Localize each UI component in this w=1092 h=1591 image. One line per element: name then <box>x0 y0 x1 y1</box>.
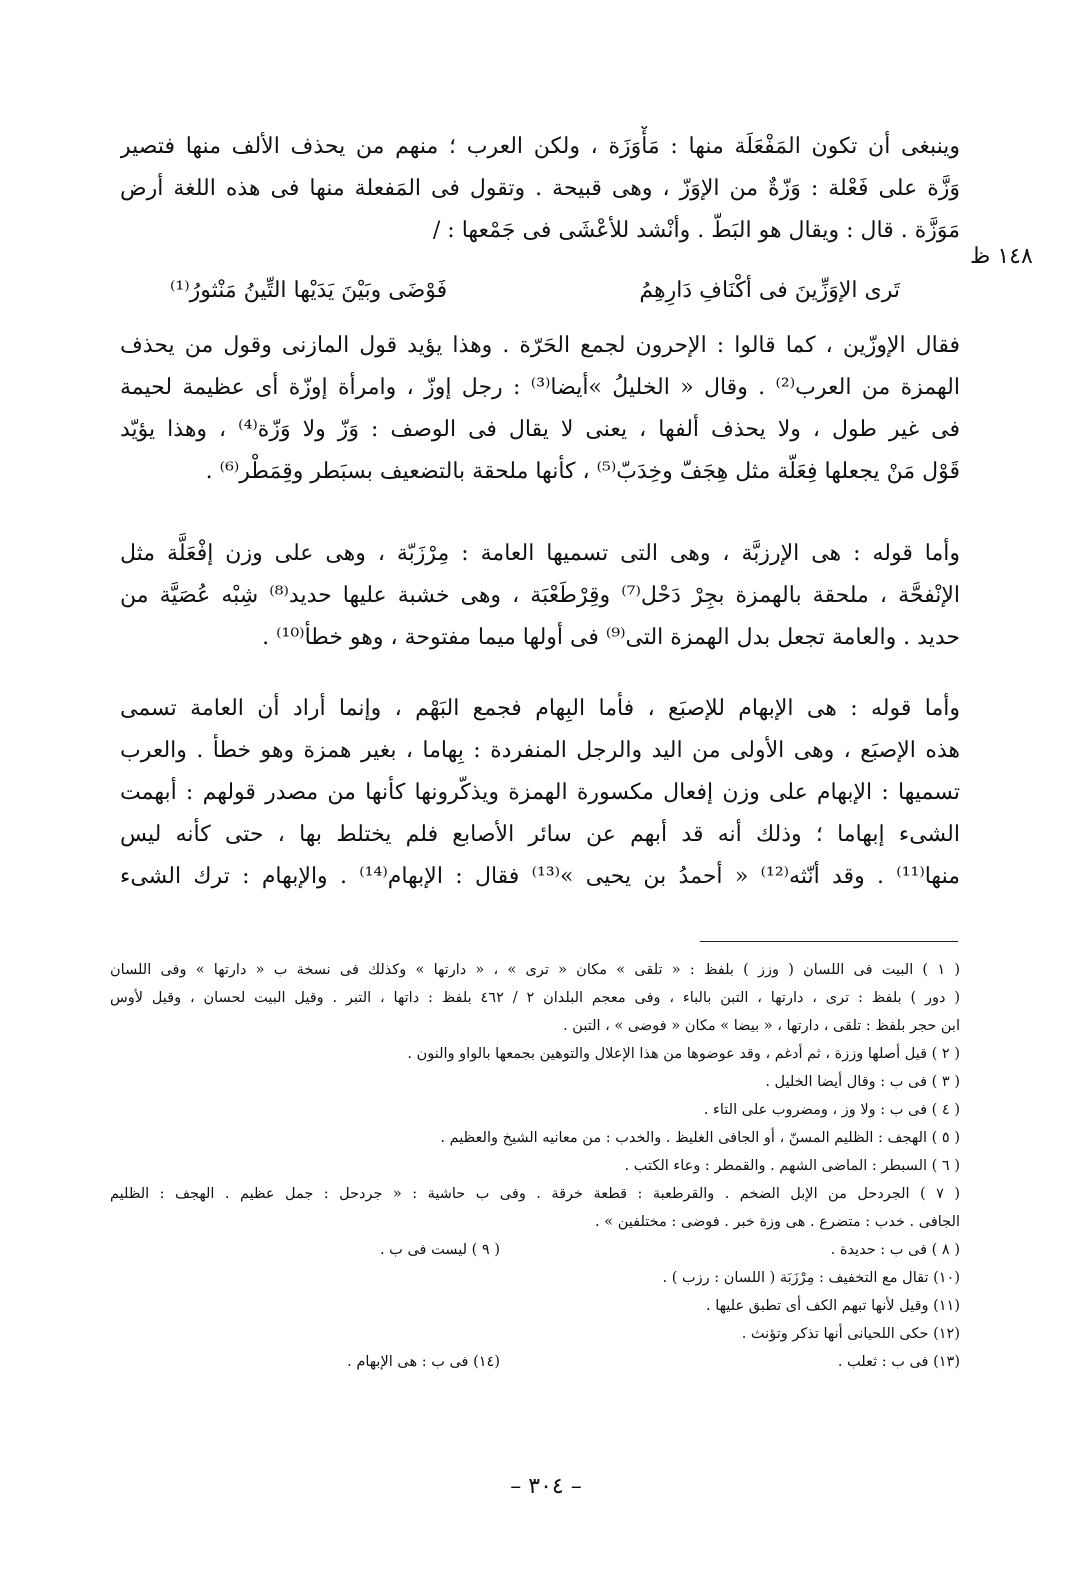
paragraph-2 <box>120 325 960 493</box>
text-line: قَوْل مَنْ يجعلها فِعَلّة مثل هِجَفّ وخِدَبّ⁽⁵⁾ ، كأنها ملحقة بالتضعيف بسبَطر وقِمَطْر⁽⁶⁾ . <box>205 459 960 484</box>
footnote-pair <box>110 1236 960 1264</box>
footnote-3: ( ٣ ) فى ب : وقال أيضا الخليل . <box>765 1074 960 1090</box>
footnote-9: ( ٩ ) ليست فى ب . <box>379 1242 500 1258</box>
text-line: وأما قوله : هى الإبهام للإصبَع ، فأما البِهام فجمع البَهْم ، وإنما أراد أن العامة تسمى <box>120 696 960 721</box>
verse-hemistich-second: فَوْضَى وبَيْنَ يَدَيْها التِّينُ مَنْثورُ⁽¹⁾ <box>170 278 448 303</box>
verse-hemistich-first: تَرى الإوَزِّينَ فى أكْنَافِ دَارِهِمُ <box>639 278 900 303</box>
footnote-8: ( ٨ ) فى ب : حديدة . <box>830 1242 960 1258</box>
poetry-verse <box>170 270 900 312</box>
footnote-pair <box>110 1348 960 1376</box>
paragraph-3 <box>120 533 960 659</box>
footnote-1-line: ( دور ) بلفظ : ترى ، دارتها ، التبن بالباء ، وفى معجم البلدان ٢ / ٤٦٢ بلفظ : داتها ، التبر . وقيل البيت لحسان ، وقيل لأوس <box>110 990 960 1006</box>
text-line: الشىء إبهاما ؛ وذلك أنه قد أبهم عن سائر الأصابع فلم يختلط بها ، حتى كأنه ليس <box>120 822 960 847</box>
footnote-5: ( ٥ ) الهجف : الظليم المسنّ ، أو الجافى الغليظ . والخدب : من معانيه الشيخ والعظيم . <box>440 1130 960 1146</box>
text-line: منها⁽¹¹⁾ . وقد أنّثه⁽¹²⁾ « أحمدُ بن يحيى »⁽¹³⁾ فقال : الإبهام⁽¹⁴⁾ . والإبهام : ترك الشىء <box>120 864 960 889</box>
footnote-6: ( ٦ ) السبطر : الماضى الشهم . والقمطر : وعاء الكتب . <box>624 1158 960 1174</box>
footnote-13: (١٣) فى ب : ثعلب . <box>837 1354 960 1370</box>
text-line: فقال الإوزّين ، كما قالوا : الإحرون لجمع الحَرّة . وهذا يؤيد قول المازنى وقول من يحذف <box>120 333 960 358</box>
footnote-1-line: ( ١ ) البيت فى اللسان ( وزز ) بلفظ : « تلقى » مكان « ترى » ، « دارتها » وكذلك فى نسخة ب « دارتها » وفى اللسان <box>110 962 960 978</box>
text-line: مَوَزَّة . قال : ويقال هو البَطّ . وأنْشد للأعْشَى فى جَمْعها : / <box>432 218 960 243</box>
text-line: حديد . والعامة تجعل بدل الهمزة التى⁽⁹⁾ فى أولها ميما مفتوحة ، وهو خطأ⁽¹⁰⁾ . <box>262 625 960 650</box>
paragraph-1 <box>120 126 960 252</box>
footnote-1-line: ابن حجر بلفظ : تلقى ، دارتها ، « بيضا » مكان « فوضى » ، التبن . <box>563 1018 960 1034</box>
text-line: الإنْفحَّة ، ملحقة بالهمزة بجِرْ دَحْل⁽⁷⁾ وقِرْطَعْبَة ، وهى خشبة عليها حديد⁽⁸⁾ شِبْه عُصَيَّة من <box>120 583 960 608</box>
footnote-11: (١١) وقيل لأنها تبهم الكف أى تطبق عليها . <box>705 1298 960 1314</box>
footnote-7-line: الجافى . خدب : متضرع . هى وزة خبر . فوضى : مختلفين » . <box>595 1214 960 1230</box>
text-line: وأما قوله : هى الإرزبَّة ، وهى التى تسميها العامة : مِرْزَبّة ، وهى على وزن إفْعَلَّة مثل <box>120 541 960 566</box>
page-number: – ٣٠٤ – <box>510 1474 582 1499</box>
text-line: هذه الإصبَع ، وهى الأولى من اليد والرجل المنفردة : بِهاما ، بغير همزة وهو خطأ . والعرب <box>120 738 960 763</box>
footnote-14: (١٤) فى ب : هى الإبهام . <box>347 1354 500 1370</box>
text-line: وَزَّة على فَعْلة : وَزّةٌ من الإوَزّ ، وهى قبيحة . وتقول فى المَفعلة منها فى هذه اللغة أرض <box>120 176 960 201</box>
footnote-12: (١٢) حكى اللحيانى أنها تذكر وتؤنث . <box>741 1326 960 1342</box>
footnotes <box>110 956 960 1376</box>
text-line: الهمزة من العرب⁽²⁾ . وقال « الخليلُ »أيضا⁽³⁾ : رجل إوزّ ، وامرأة إوزّة أى عظيمة لحيمة <box>120 375 960 400</box>
footnote-2: ( ٢ ) قيل أصلها وززة ، ثم أدغم ، وقد عوضوها من هذا الإعلال والتوهين بجمعها بالواو والنون . <box>407 1046 960 1062</box>
footnote-7-line: ( ٧ ) الجردحل من الإبل الضخم . والقرطعبة : قطعة خرقة . وفى ب حاشية : « جردحل : جمل عظيم . الهجف : الظليم <box>110 1186 960 1202</box>
manuscript-folio-note: ١٤٨ ظ <box>970 244 1033 269</box>
text-line: فى غير طول ، ولا يحذف ألفها ، يعنى لا يقال فى الوصف : وَزّ ولا وَزّة⁽⁴⁾ ، وهذا يؤيّد <box>120 417 960 442</box>
paragraph-4 <box>120 688 960 898</box>
text-line: تسميها : الإبهام على وزن إفعال مكسورة الهمزة ويذكّرونها كأنها من مصدر قولهم : أبهمت <box>120 780 960 805</box>
text-line: وينبغى أن تكون المَفْعَلَة منها : مَأْوَزَة ، ولكن العرب ؛ منهم من يحذف الألف منها فتصير <box>120 134 960 159</box>
footnote-4: ( ٤ ) فى ب : ولا وز ، ومضروب على التاء . <box>703 1102 960 1118</box>
footnote-divider <box>700 941 958 942</box>
footnote-10: (١٠) تقال مع التخفيف : مِرْزَبَة ( اللسان : رزب ) . <box>662 1270 960 1286</box>
